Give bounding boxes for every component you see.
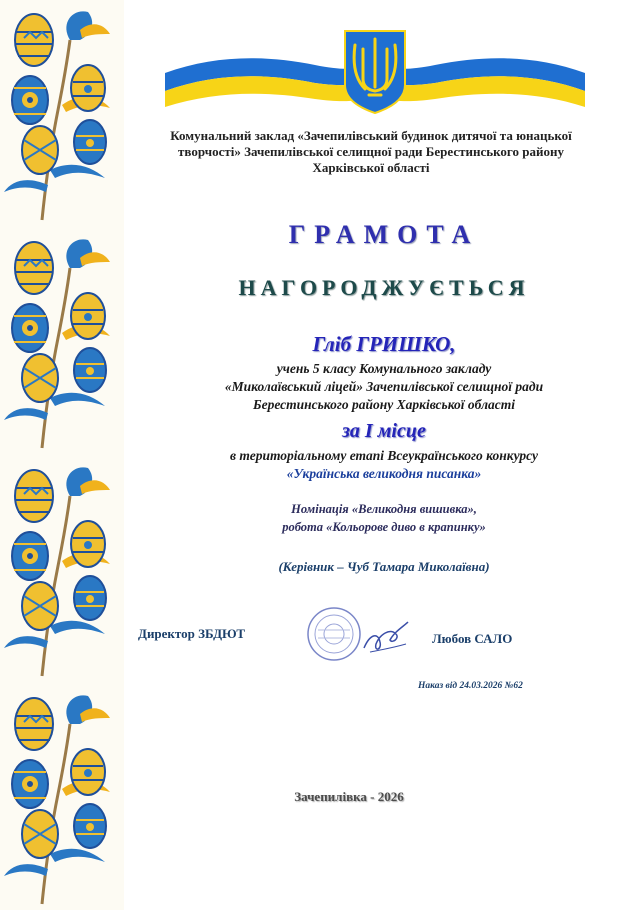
certificate-title: ГРАМОТА xyxy=(288,220,480,249)
director-position-label: Директор ЗБДЮТ xyxy=(138,626,246,641)
ornament-strip xyxy=(0,0,124,910)
certificate-subtitle: НАГОРОДЖУЄТЬСЯ xyxy=(238,275,530,300)
contest-stage: в територіальному етапі Всеукраїнського конкурсу xyxy=(229,448,539,463)
contest-info xyxy=(124,447,644,483)
order-reference: Наказ від 24.03.2026 №62 xyxy=(418,681,523,691)
easter-egg-ornament-3 xyxy=(0,456,124,684)
director-name: Любов САЛО xyxy=(432,631,513,646)
awardee-description xyxy=(124,360,644,414)
director-signature xyxy=(360,614,412,660)
flag-ribbon xyxy=(155,25,595,115)
awardee-line-2: «Миколаївський ліцей» Зачепилівської селищної ради xyxy=(224,379,544,394)
easter-egg-ornament-4 xyxy=(0,684,124,910)
nomination-line-2: робота «Кольорове диво в крапинку» xyxy=(282,520,486,534)
awardee-line-1: учень 5 класу Комунального закладу xyxy=(276,361,492,376)
seal-stamp xyxy=(306,606,362,662)
award-place: за І місце xyxy=(342,420,426,442)
nomination-line-1: Номінація «Великодня вишивка», xyxy=(291,502,477,516)
awardee-line-3: Берестинського району Харківської області xyxy=(253,397,515,412)
awardee-name: Гліб ГРИШКО, xyxy=(312,332,456,356)
easter-egg-ornament-2 xyxy=(0,228,124,456)
nomination-info xyxy=(124,500,644,536)
leader-line: (Керівник – Чуб Тамара Миколаївна) xyxy=(278,559,490,574)
footer-place-year: Зачепилівка - 2026 xyxy=(294,789,404,804)
contest-name: «Українська великодня писанка» xyxy=(286,466,482,481)
trident-icon xyxy=(345,31,405,113)
institution-header: Комунальний заклад «Зачепилівський будинок дитячої та юнацької творчості» Зачепилівської селищної ради Берестинського району Харківської області xyxy=(170,128,572,175)
easter-egg-ornament-1 xyxy=(0,0,124,228)
